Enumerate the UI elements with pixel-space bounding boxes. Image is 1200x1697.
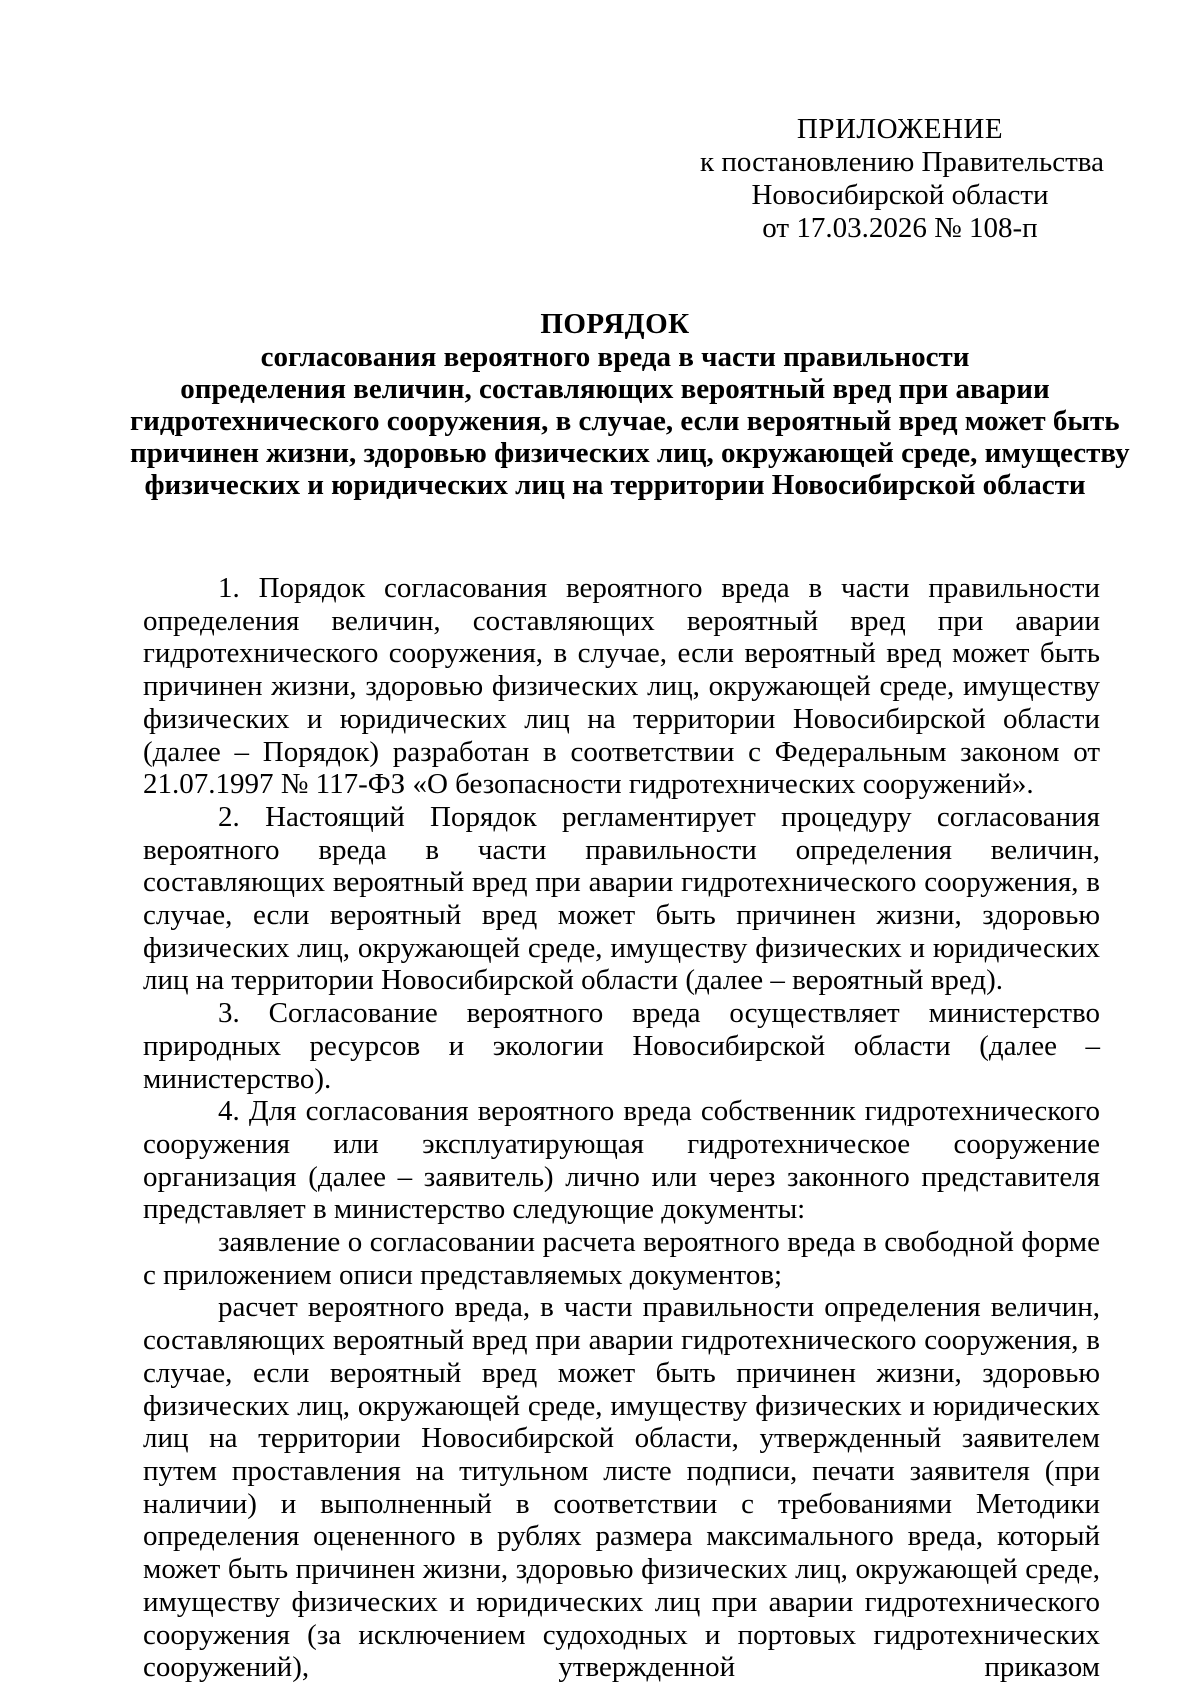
- paragraph-4: 4. Для согласования вероятного вреда собственник гидротехнического сооружения или эксплуатирующая гидротехническое сооружение организация (далее – заявитель) лично или через законного представителя представляет в министерство следующие документы:: [143, 1095, 1100, 1226]
- paragraph-2: 2. Настоящий Порядок регламентирует процедуру согласования вероятного вреда в части правильности определения величин, составляющих вероятный вред при аварии гидротехнического сооружения, в случае, если вероятный вред может быть причинен жизни, здоровью физических лиц, окружающей среде, имуществу физических и юридических лиц на территории Новосибирской области (далее – вероятный вред).: [143, 800, 1100, 997]
- title-line: согласования вероятного вреда в части правильности: [260, 341, 970, 373]
- appendix-title: ПРИЛОЖЕНИЕ: [796, 113, 1004, 145]
- document-title: [130, 308, 1130, 501]
- title-line: гидротехнического сооружения, в случае, если вероятный вред может быть: [130, 405, 1120, 437]
- appendix-line-1: к постановлению Правительства: [700, 146, 1104, 178]
- document-body: [143, 572, 1100, 1684]
- appendix-line-2: Новосибирской области: [751, 179, 1049, 211]
- title-line: причинен жизни, здоровью физических лиц, окружающей среде, имуществу: [130, 437, 1130, 469]
- paragraph-1: 1. Порядок согласования вероятного вреда в части правильности определения величин, составляющих вероятный вред при аварии гидротехнического сооружения, в случае, если вероятный вред может быть причинен жизни, здоровью физических лиц, окружающей среде, имуществу физических и юридических лиц на территории Новосибирской области (далее – Порядок) разработан в соответствии с Федеральным законом от 21.07.1997 № 117-ФЗ «О безопасности гидротехнических сооружений».: [143, 572, 1100, 801]
- list-item-application: заявление о согласовании расчета вероятного вреда в свободной форме с приложением описи представляемых документов;: [143, 1226, 1100, 1291]
- appendix-date-number: от 17.03.2026 № 108-п: [762, 212, 1038, 244]
- appendix-header: [700, 113, 1104, 245]
- paragraph-3: 3. Согласование вероятного вреда осуществляет министерство природных ресурсов и экологии Новосибирской области (далее – министерство).: [143, 997, 1100, 1095]
- title-line: определения величин, составляющих вероятный вред при аварии: [180, 373, 1050, 405]
- list-item-calculation: расчет вероятного вреда, в части правильности определения величин, составляющих вероятный вред при аварии гидротехнического сооружения, в случае, если вероятный вред может быть причинен жизни, здоровью физических лиц, окружающей среде, имуществу физических и юридических лиц на территории Новосибирской области, утвержденный заявителем путем проставления на титульном листе подписи, печати заявителя (при наличии) и выполненный в соответствии с требованиями Методики определения оцененного в рублях размера максимального вреда, который может быть причинен жизни, здоровью физических лиц, окружающей среде, имуществу физических и юридических лиц при аварии гидротехнического сооружения (за исключением судоходных и портовых гидротехнических сооружений), утвержденной приказом: [143, 1291, 1100, 1684]
- title-line: физических и юридических лиц на территории Новосибирской области: [144, 469, 1086, 501]
- title-heading: ПОРЯДОК: [540, 308, 690, 340]
